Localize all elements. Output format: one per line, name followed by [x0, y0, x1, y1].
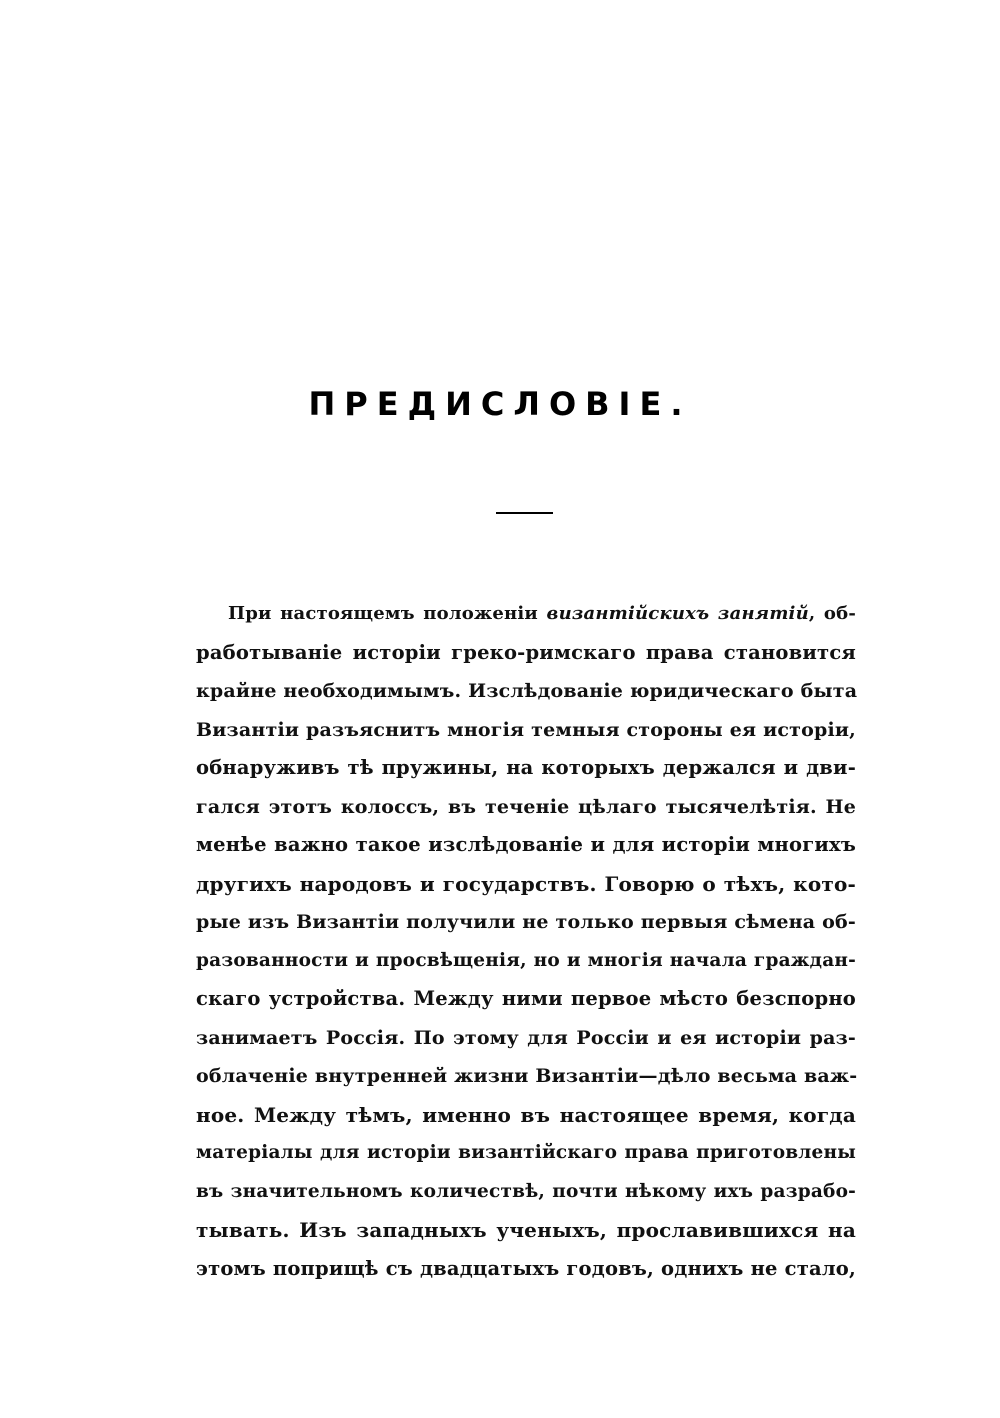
text-line: крайне необходимымъ. Изслѣдованіе юридическаго быта: [196, 680, 858, 702]
text-line: Византіи разъяснитъ многія темныя стороны ея исторіи,: [196, 718, 856, 741]
page-heading: ПРЕДИСЛОВІЕ.: [308, 385, 692, 423]
text-line: въ значительномъ количествѣ, почти нѣкому ихъ разрабо-: [196, 1180, 856, 1202]
preface-paragraph: [196, 595, 856, 1288]
text-line: ное. Между тѣмъ, именно въ настоящее время, когда: [196, 1102, 856, 1127]
text-line: менѣе важно такое изслѣдованіе и для исторіи многихъ: [196, 833, 856, 856]
text-line: работываніе исторіи греко-римскаго права становится: [196, 640, 856, 664]
text-line: этомъ поприщѣ съ двадцатыхъ годовъ, однихъ не стало,: [196, 1256, 856, 1280]
text-line: гался этотъ колоссъ, въ теченіе цѣлаго тысячелѣтія. Не: [196, 795, 856, 818]
text-line: облаченіе внутренней жизни Византіи—дѣло весьма важ-: [196, 1065, 858, 1087]
text-line: [196, 595, 856, 634]
text-run: При настоящемъ положеніи: [228, 603, 547, 624]
text-line: обнаруживъ тѣ пружины, на которыхъ держался и дви-: [196, 756, 856, 779]
text-line: скаго устройства. Между ними первое мѣсто безспорно: [196, 987, 856, 1010]
text-line: другихъ народовъ и государствъ. Говорю о тѣхъ, кото-: [196, 871, 856, 896]
text-line: занимаетъ Россія. По этому для Россіи и ея исторіи раз-: [196, 1026, 856, 1049]
text-line: разованности и просвѣщенія, но и многія начала граждан-: [196, 949, 856, 971]
italic-run: византійскихъ занятій: [546, 603, 809, 624]
text-run: , об-: [808, 603, 857, 624]
text-line: тывать. Изъ западныхъ ученыхъ, прославившихся на: [196, 1218, 856, 1242]
heading-rule: [496, 512, 553, 514]
text-line: матеріалы для исторіи византійскаго права приготовлены: [196, 1142, 856, 1163]
text-line: рые изъ Византіи получили не только первыя сѣмена об-: [196, 911, 856, 933]
